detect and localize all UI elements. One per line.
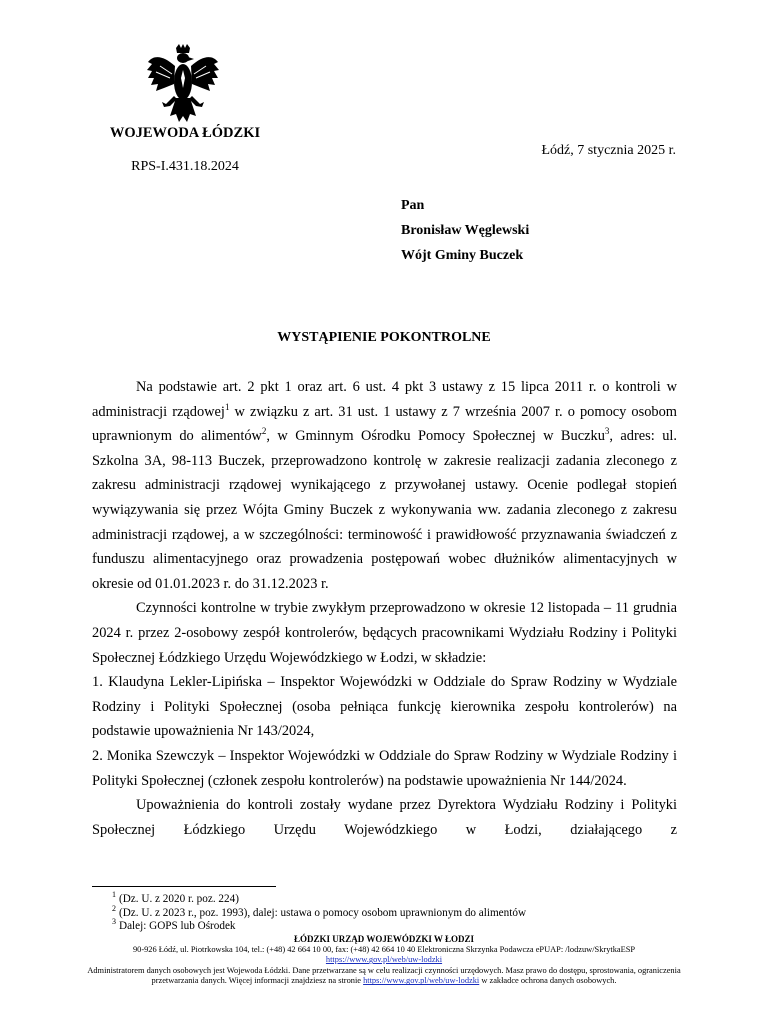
body-paragraph-3: 1. Klaudyna Lekler-Lipińska – Inspektor Wojewódzki w Oddziale do Spraw Rodziny w Wydziale Rodziny i Polityki Społecznej (osoba pełniąca funkcję kierownika zespołu kontrolerów) na podstawie upoważnienia Nr 143/2024, (92, 674, 677, 740)
footer-address: 90-926 Łódź, ul. Piotrkowska 104, tel.: (+48) 42 664 10 00, fax: (+48) 42 664 10 40 Elektroniczna Skrzynka Podawcza ePUAP: /lodzuw/SkrytkaESP (132, 944, 636, 954)
body-paragraph-4: 2. Monika Szewczyk – Inspektor Wojewódzki w Oddziale do Spraw Rodziny w Wydziale Rodziny i Polityki Społecznej (członek zespołu kontrolerów) na podstawie upoważnienia Nr 144/2024. (92, 747, 677, 789)
body-paragraph-1: Na podstawie art. 2 pkt 1 oraz art. 6 ust. 4 pkt 3 ustawy z 15 lipca 2011 r. o kontroli w administracji rządowej$^1$ w związku z art. 31 ust. 1 ustawy z 7 września 2007 r. o pomocy osobom uprawnionym do alimentów$^2$, w Gminnym Ośrodku Pomocy Społecznej w Buczku$^3$, adres: ul. Szkolna 3A, 98-113 Buczek, przeprowadzono kontrolę w zakresie realizacji zadania zleconego z zakresu administracji rządowej wynikającego z przywołanej ustawy. Ocenie podlegał stopień wywiązywania się przez Wójta Gminy Buczek z wykonywania ww. zadania zleconego z zakresu administracji rządowej, a w szczególności: terminowość i prawidłowość przyznawania świadczeń z funduszu alimentacyjnego oraz prowadzenia postępowań wobec dłużników alimentacyjnych w okresie od 01.01.2023 r. do 31.12.2023 r. (92, 379, 677, 592)
addressee-salutation: Pan (401, 198, 425, 213)
footer-office-name: ŁÓDZKI URZĄD WOJEWÓDZKI W ŁODZI (293, 934, 475, 944)
footnote-ref-2[interactable]: 2 (261, 426, 267, 437)
footer-privacy-note: Administratorem danych osobowych jest Wojewoda Łódzki. Dane przetwarzane są w celu realizacji czynności urzędowych. Masz prawo do dostępu, sprostowania, ograniczenia przetwarzania danych. Więcej informacji znajdziesz na stronie https://www.gov.pl/web/uw-lodzki w zakładce ochrona danych osobowych. (87, 965, 681, 986)
place-date: Łódź, 7 stycznia 2025 r. (541, 143, 676, 158)
footnote-item: $^3$ Dalej: GOPS lub Ośrodek (112, 917, 236, 932)
document-body (92, 375, 677, 842)
footnote-item: $^2$ (Dz. U. z 2023 r., poz. 1993), dalej: ustawa o pomocy osobom uprawnionym do alimentów (112, 903, 527, 919)
case-signature: RPS-I.431.18.2024 (131, 159, 239, 174)
footnote-ref-1[interactable]: 1 (224, 401, 230, 412)
footer-website-link[interactable]: https://www.gov.pl/web/uw-lodzki (325, 955, 443, 965)
body-paragraph-5: Upoważnienia do kontroli zostały wydane przez Dyrektora Wydziału Rodziny i Polityki Społecznej Łódzkiego Urzędu Wojewódzkiego w Łodzi, działającego z (92, 797, 677, 838)
addressee-block (401, 193, 529, 268)
privacy-link[interactable]: https://www.gov.pl/web/uw-lodzki (363, 976, 480, 986)
addressee-name: Bronisław Węglewski (401, 223, 530, 238)
eagle-emblem-icon (146, 44, 220, 126)
footnote-item: $^1$ (Dz. U. z 2020 r. poz. 224) (112, 890, 239, 905)
addressee-position: Wójt Gminy Buczek (401, 248, 524, 263)
document-title: WYSTĄPIENIE POKONTROLNE (277, 330, 491, 345)
issuer-name: WOJEWODA ŁÓDZKI (109, 125, 261, 141)
footnote-ref-3[interactable]: 3 (604, 426, 610, 437)
footnotes (112, 890, 527, 934)
footnote-separator (92, 886, 276, 887)
body-paragraph-2: Czynności kontrolne w trybie zwykłym przeprowadzono w okresie 12 listopada – 11 grudnia 2024 r. przez 2-osobowy zespół kontrolerów, będących pracownikami Wydziału Rodziny i Polityki Społecznej Łódzkiego Urzędu Wojewódzkiego w Łodzi, w składzie: (92, 600, 677, 666)
page-footer (70, 934, 698, 987)
